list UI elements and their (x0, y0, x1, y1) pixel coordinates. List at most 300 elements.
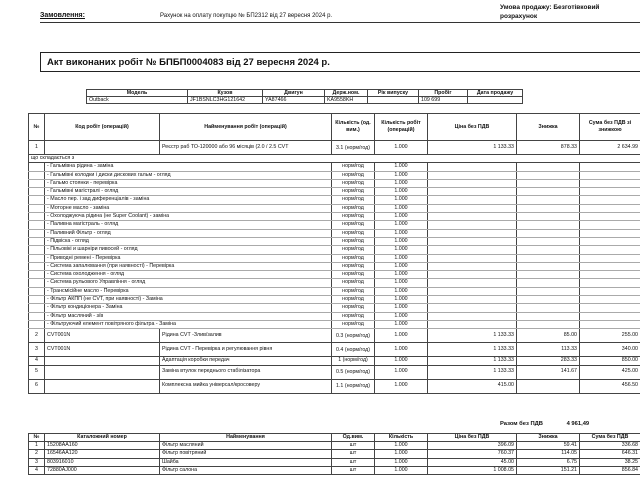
sub-work-count: 1.000 (375, 188, 428, 196)
sub-spacer (29, 237, 45, 245)
list-item (29, 221, 640, 229)
sub-empty (580, 237, 640, 245)
vehicle-mileage: 109 699 (419, 97, 468, 104)
total-value: 4 961,49 (566, 421, 590, 427)
part-num: 1 (29, 442, 45, 450)
sub-empty (517, 304, 580, 312)
part-count: 1.000 (375, 442, 428, 450)
part-count: 1.000 (375, 466, 428, 474)
sale-terms-line2: розрахунок (500, 13, 538, 20)
sub-work-count: 1.000 (375, 296, 428, 304)
sub-empty (517, 287, 580, 295)
sub-empty (580, 262, 640, 270)
sub-empty (580, 246, 640, 254)
sub-work-unit: норм/год (332, 188, 375, 196)
order-label: Замовлення: (40, 12, 85, 19)
sub-empty (517, 246, 580, 254)
list-item (29, 246, 640, 254)
sub-empty (580, 163, 640, 171)
part-count: 1.000 (375, 458, 428, 466)
work-discount: 141.67 (517, 365, 580, 379)
sub-spacer (29, 171, 45, 179)
sub-work-name: - Пільовікі и шарніри пивосей - огляд (45, 246, 332, 254)
sub-work-count: 1.000 (375, 262, 428, 270)
sub-spacer (29, 229, 45, 237)
work-sum: 425.00 (580, 365, 640, 379)
sub-work-count: 1.000 (375, 196, 428, 204)
sub-spacer (29, 246, 45, 254)
sub-empty (428, 163, 517, 171)
sub-empty (428, 296, 517, 304)
parts-col-unit: Од.вим. (332, 434, 375, 442)
work-count: 1.000 (375, 379, 428, 393)
sub-empty (428, 188, 517, 196)
part-discount: 151.21 (517, 466, 580, 474)
sub-work-name: - Система охолодження - огляд (45, 271, 332, 279)
sub-work-count: 1.000 (375, 171, 428, 179)
part-name: Шайба (160, 458, 332, 466)
part-count: 1.000 (375, 450, 428, 458)
total-label: Разом без ПДВ (500, 421, 543, 427)
work-price: 1 133.33 (428, 343, 517, 357)
table-row (29, 450, 640, 458)
sub-empty (428, 254, 517, 262)
sub-work-name: - Моторне масло - заміна (45, 204, 332, 212)
work-count: 1.000 (375, 343, 428, 357)
sub-work-name: - Гальмівна рідина - заміна (45, 163, 332, 171)
work-num: 4 (29, 357, 45, 365)
sub-empty (517, 312, 580, 320)
work-num: 3 (29, 343, 45, 357)
vehicle-header-row (87, 90, 523, 97)
works-table (28, 113, 640, 394)
works-col-count: Кількість робіт (операцій) (375, 114, 428, 141)
sub-spacer (29, 204, 45, 212)
part-sum: 38.25 (580, 458, 640, 466)
work-name: Адаптація коробки передач (160, 357, 332, 365)
sub-work-count: 1.000 (375, 179, 428, 187)
works-col-qty: Кількість (од. вим.) (332, 114, 375, 141)
works-col-discount: Знижка (517, 114, 580, 141)
table-row (29, 379, 640, 393)
parts-body (29, 442, 640, 475)
sub-empty (428, 171, 517, 179)
work-name: Комплексна мийка універсал/кросоверу (160, 379, 332, 393)
sub-work-unit: норм/год (332, 312, 375, 320)
work-price: 415.00 (428, 379, 517, 393)
works-col-sum: Сума без ПДВ зі знижкою (580, 114, 640, 141)
sub-spacer (29, 279, 45, 287)
sub-empty (580, 171, 640, 179)
sub-spacer (29, 304, 45, 312)
sub-work-name: - Трансмісійне масло - Перевірка (45, 287, 332, 295)
sale-terms (500, 3, 630, 21)
sub-spacer (29, 262, 45, 270)
parts-col-sum: Сума без ПДВ (580, 434, 640, 442)
sub-spacer (29, 271, 45, 279)
sub-work-unit: норм/год (332, 271, 375, 279)
sub-spacer (29, 163, 45, 171)
sub-empty (517, 262, 580, 270)
sub-work-unit: норм/год (332, 304, 375, 312)
part-sum: 336.68 (580, 442, 640, 450)
works-total (500, 421, 589, 427)
sub-empty (517, 188, 580, 196)
sub-empty (580, 204, 640, 212)
table-row (29, 466, 640, 474)
sub-work-unit: норм/год (332, 262, 375, 270)
work-num: 1 (29, 141, 45, 155)
sub-spacer (29, 221, 45, 229)
sub-work-name: - Приводні ремені - Перевірка (45, 254, 332, 262)
work-code: CVT001N (45, 343, 160, 357)
sub-work-count: 1.000 (375, 287, 428, 295)
work-code (45, 365, 160, 379)
sub-work-unit: норм/год (332, 221, 375, 229)
works-col-name: Найменування робіт (операцій) (160, 114, 332, 141)
consists-of-row (29, 155, 640, 163)
vehicle-col-mileage: Пробіг (419, 90, 468, 97)
vehicle-year (368, 97, 419, 104)
sub-spacer (29, 188, 45, 196)
works-col-price: Ціна без ПДВ (428, 114, 517, 141)
sub-empty (517, 254, 580, 262)
sub-spacer (29, 312, 45, 320)
parts-col-code: Каталожний номер (45, 434, 160, 442)
sub-work-unit: норм/год (332, 196, 375, 204)
sub-empty (580, 213, 640, 221)
parts-col-num: № (29, 434, 45, 442)
vehicle-col-engine: Двигун (263, 90, 325, 97)
sub-empty (580, 179, 640, 187)
sub-spacer (29, 254, 45, 262)
vehicle-table (86, 89, 523, 104)
sub-work-count: 1.000 (375, 254, 428, 262)
list-item (29, 296, 640, 304)
vehicle-body: JF1BSNLC3HG121642 (188, 97, 263, 104)
work-sum: 456.50 (580, 379, 640, 393)
sub-empty (580, 254, 640, 262)
sub-empty (517, 179, 580, 187)
parts-table (28, 433, 640, 475)
part-code: 803916010 (45, 458, 160, 466)
consists-of-label: що складається з (29, 155, 640, 163)
vehicle-col-sale-date: Дата продажу (468, 90, 523, 97)
sub-empty (517, 213, 580, 221)
sub-empty (517, 237, 580, 245)
work-qty: 1 (норм/год) (332, 357, 375, 365)
list-item (29, 287, 640, 295)
sub-work-name: - Паливна магістраль - огляд (45, 221, 332, 229)
work-qty: 3.1 (норм/год) (332, 141, 375, 155)
sub-empty (428, 204, 517, 212)
sub-empty (517, 296, 580, 304)
sub-empty (517, 221, 580, 229)
work-code (45, 379, 160, 393)
part-price: 1 008.05 (428, 466, 517, 474)
sub-empty (428, 320, 517, 328)
sub-spacer (29, 196, 45, 204)
works-col-code: Код робіт (операцій) (45, 114, 160, 141)
sub-work-name: - Паливний Фільтр - огляд (45, 229, 332, 237)
work-sum: 255.00 (580, 329, 640, 343)
sub-empty (580, 296, 640, 304)
part-price: 45.00 (428, 458, 517, 466)
works-col-num: № (29, 114, 45, 141)
sub-empty (580, 287, 640, 295)
work-price: 1 133.33 (428, 141, 517, 155)
work-name: Рідина CVT - Перевірка и регулювання рівня (160, 343, 332, 357)
list-item (29, 312, 640, 320)
sub-work-count: 1.000 (375, 304, 428, 312)
list-item (29, 171, 640, 179)
table-row (29, 365, 640, 379)
work-sum: 340.00 (580, 343, 640, 357)
sale-terms-line1: Умова продажу: Безготівковий (500, 4, 600, 11)
work-count: 1.000 (375, 365, 428, 379)
work-qty: 0.5 (норм/год) (332, 365, 375, 379)
work-name: Реєстр раб ТО-120000 або 96 місяців (2.0 / 2.5 CVT (160, 141, 332, 155)
work-code: CVT001N (45, 329, 160, 343)
vehicle-sale-date (468, 97, 523, 104)
vehicle-col-year: Рік випуску (368, 90, 419, 97)
work-num: 2 (29, 329, 45, 343)
sub-empty (580, 271, 640, 279)
sub-empty (580, 221, 640, 229)
part-discount: 114.05 (517, 450, 580, 458)
sub-work-count: 1.000 (375, 163, 428, 171)
sub-work-unit: норм/год (332, 296, 375, 304)
list-item (29, 271, 640, 279)
work-price: 1 133.33 (428, 329, 517, 343)
part-name: Фільтр масляний (160, 442, 332, 450)
sub-work-name: - Підвіска - огляд (45, 237, 332, 245)
list-item (29, 213, 640, 221)
sub-spacer (29, 213, 45, 221)
work-count: 1.000 (375, 141, 428, 155)
document-title: Акт виконаних робіт № БПБП0004083 від 27 вересня 2024 р. (47, 57, 330, 68)
sub-work-unit: норм/год (332, 204, 375, 212)
part-sum: 646.31 (580, 450, 640, 458)
sub-empty (517, 229, 580, 237)
sub-work-count: 1.000 (375, 271, 428, 279)
list-item (29, 188, 640, 196)
parts-col-price: Ціна без ПДВ (428, 434, 517, 442)
sub-work-unit: норм/год (332, 246, 375, 254)
part-num: 2 (29, 450, 45, 458)
work-sum: 2 634.99 (580, 141, 640, 155)
work-discount: 113.33 (517, 343, 580, 357)
sub-empty (428, 271, 517, 279)
work-price: 1 133.33 (428, 365, 517, 379)
sub-work-unit: норм/год (332, 213, 375, 221)
list-item (29, 320, 640, 328)
sub-empty (428, 287, 517, 295)
sub-work-unit: норм/год (332, 179, 375, 187)
sub-work-name: - Фільтр АКПП (не CVT, при наявності) - Заміна (45, 296, 332, 304)
sub-work-count: 1.000 (375, 204, 428, 212)
sub-empty (580, 279, 640, 287)
vehicle-value-row (87, 97, 523, 104)
sub-empty (517, 196, 580, 204)
sub-work-count: 1.000 (375, 213, 428, 221)
list-item (29, 163, 640, 171)
sub-work-count: 1.000 (375, 312, 428, 320)
part-price: 760.37 (428, 450, 517, 458)
sub-empty (517, 320, 580, 328)
work-qty: 0.3 (норм/год) (332, 329, 375, 343)
list-item (29, 237, 640, 245)
work-discount (517, 379, 580, 393)
part-unit: шт (332, 442, 375, 450)
work-discount: 878.33 (517, 141, 580, 155)
vehicle-model: Outback (87, 97, 188, 104)
work-code (45, 357, 160, 365)
list-item (29, 204, 640, 212)
part-unit: шт (332, 450, 375, 458)
sub-work-unit: норм/год (332, 279, 375, 287)
vehicle-col-model: Модель (87, 90, 188, 97)
work-name: Заміна втулок переднього стабілізатора (160, 365, 332, 379)
sub-spacer (29, 179, 45, 187)
sub-work-unit: норм/год (332, 237, 375, 245)
table-row (29, 329, 640, 343)
sub-empty (428, 246, 517, 254)
list-item (29, 279, 640, 287)
sub-work-unit: норм/год (332, 254, 375, 262)
header-divider (40, 22, 640, 23)
list-item (29, 262, 640, 270)
part-code: 15208AA160 (45, 442, 160, 450)
sub-empty (428, 279, 517, 287)
sub-work-name: - Фільтруючий елемент повітряного фільтра - Заміна (45, 320, 332, 328)
part-discount: 59.41 (517, 442, 580, 450)
works-header-row (29, 114, 640, 141)
part-sum: 856.84 (580, 466, 640, 474)
sub-empty (580, 196, 640, 204)
vehicle-col-plate: Держ.ном. (325, 90, 368, 97)
part-code: 16546AA120 (45, 450, 160, 458)
part-name: Фільтр повітряний (160, 450, 332, 458)
part-num: 4 (29, 466, 45, 474)
list-item (29, 196, 640, 204)
part-name: Фільтр салона (160, 466, 332, 474)
sub-spacer (29, 287, 45, 295)
list-item (29, 304, 640, 312)
part-price: 396.09 (428, 442, 517, 450)
works-body (29, 141, 640, 394)
work-name: Рідина CVT -Злив/залив (160, 329, 332, 343)
sub-work-unit: норм/год (332, 163, 375, 171)
sub-empty (517, 204, 580, 212)
sub-empty (428, 213, 517, 221)
table-row (29, 458, 640, 466)
work-discount: 283.33 (517, 357, 580, 365)
sub-spacer (29, 320, 45, 328)
sub-work-count: 1.000 (375, 237, 428, 245)
list-item (29, 229, 640, 237)
sub-empty (428, 262, 517, 270)
invoice-reference: Рахунок на оплату покупцю № БП2312 від 27 вересня 2024 р. (160, 13, 333, 19)
sub-empty (517, 171, 580, 179)
sub-work-count: 1.000 (375, 279, 428, 287)
table-row (29, 343, 640, 357)
sub-work-name: - Фільтр масляний - з/в (45, 312, 332, 320)
part-code: 72880AJ000 (45, 466, 160, 474)
sub-work-name: - Гальмівні магістралі - огляд (45, 188, 332, 196)
work-count: 1.000 (375, 357, 428, 365)
sub-empty (580, 304, 640, 312)
sub-empty (580, 320, 640, 328)
sub-work-name: - Система запалювання (при наявності) - Перевірка (45, 262, 332, 270)
sub-work-unit: норм/год (332, 287, 375, 295)
sub-empty (517, 279, 580, 287)
table-row (29, 141, 640, 155)
sub-empty (517, 163, 580, 171)
sub-spacer (29, 296, 45, 304)
sub-work-name: - Гальмо стоянки - перевірка (45, 179, 332, 187)
sub-empty (428, 179, 517, 187)
sub-work-count: 1.000 (375, 246, 428, 254)
sub-empty (580, 188, 640, 196)
parts-header-row (29, 434, 640, 442)
sub-empty (580, 312, 640, 320)
work-qty: 1.1 (норм/год) (332, 379, 375, 393)
sub-work-name: - Охолоджуюча рідина (не Super Coolant) - заміна (45, 213, 332, 221)
sub-work-unit: норм/год (332, 171, 375, 179)
sub-empty (428, 304, 517, 312)
sub-work-name: - Масло пер. і зад диференціалів - заміна (45, 196, 332, 204)
sub-work-count: 1.000 (375, 221, 428, 229)
vehicle-col-body: Кузов (188, 90, 263, 97)
sub-work-count: 1.000 (375, 229, 428, 237)
work-sum: 850.00 (580, 357, 640, 365)
table-row (29, 357, 640, 365)
vehicle-engine: YA87466 (263, 97, 325, 104)
part-unit: шт (332, 466, 375, 474)
work-qty: 0.4 (норм/год) (332, 343, 375, 357)
sub-work-unit: норм/год (332, 320, 375, 328)
work-code (45, 141, 160, 155)
sub-empty (517, 271, 580, 279)
sub-empty (428, 229, 517, 237)
vehicle-plate: KA9558KH (325, 97, 368, 104)
work-discount: 85.00 (517, 329, 580, 343)
sub-empty (428, 221, 517, 229)
sub-work-name: - Фільтр кондиціонера - Заміна (45, 304, 332, 312)
sub-empty (580, 229, 640, 237)
work-count: 1.000 (375, 329, 428, 343)
work-price: 1 133.33 (428, 357, 517, 365)
part-num: 3 (29, 458, 45, 466)
sub-empty (428, 312, 517, 320)
sub-empty (428, 196, 517, 204)
sub-empty (428, 237, 517, 245)
parts-col-discount: Знижка (517, 434, 580, 442)
sub-work-unit: норм/год (332, 229, 375, 237)
list-item (29, 254, 640, 262)
list-item (29, 179, 640, 187)
work-num: 5 (29, 365, 45, 379)
work-num: 6 (29, 379, 45, 393)
part-unit: шт (332, 458, 375, 466)
part-discount: 6.75 (517, 458, 580, 466)
parts-col-count: Кількість (375, 434, 428, 442)
table-row (29, 442, 640, 450)
sub-work-name: - Система рульового Управління - огляд (45, 279, 332, 287)
sub-work-name: - Гальмівні колодки і диски дискових гальм - огляд (45, 171, 332, 179)
parts-col-name: Найменування (160, 434, 332, 442)
